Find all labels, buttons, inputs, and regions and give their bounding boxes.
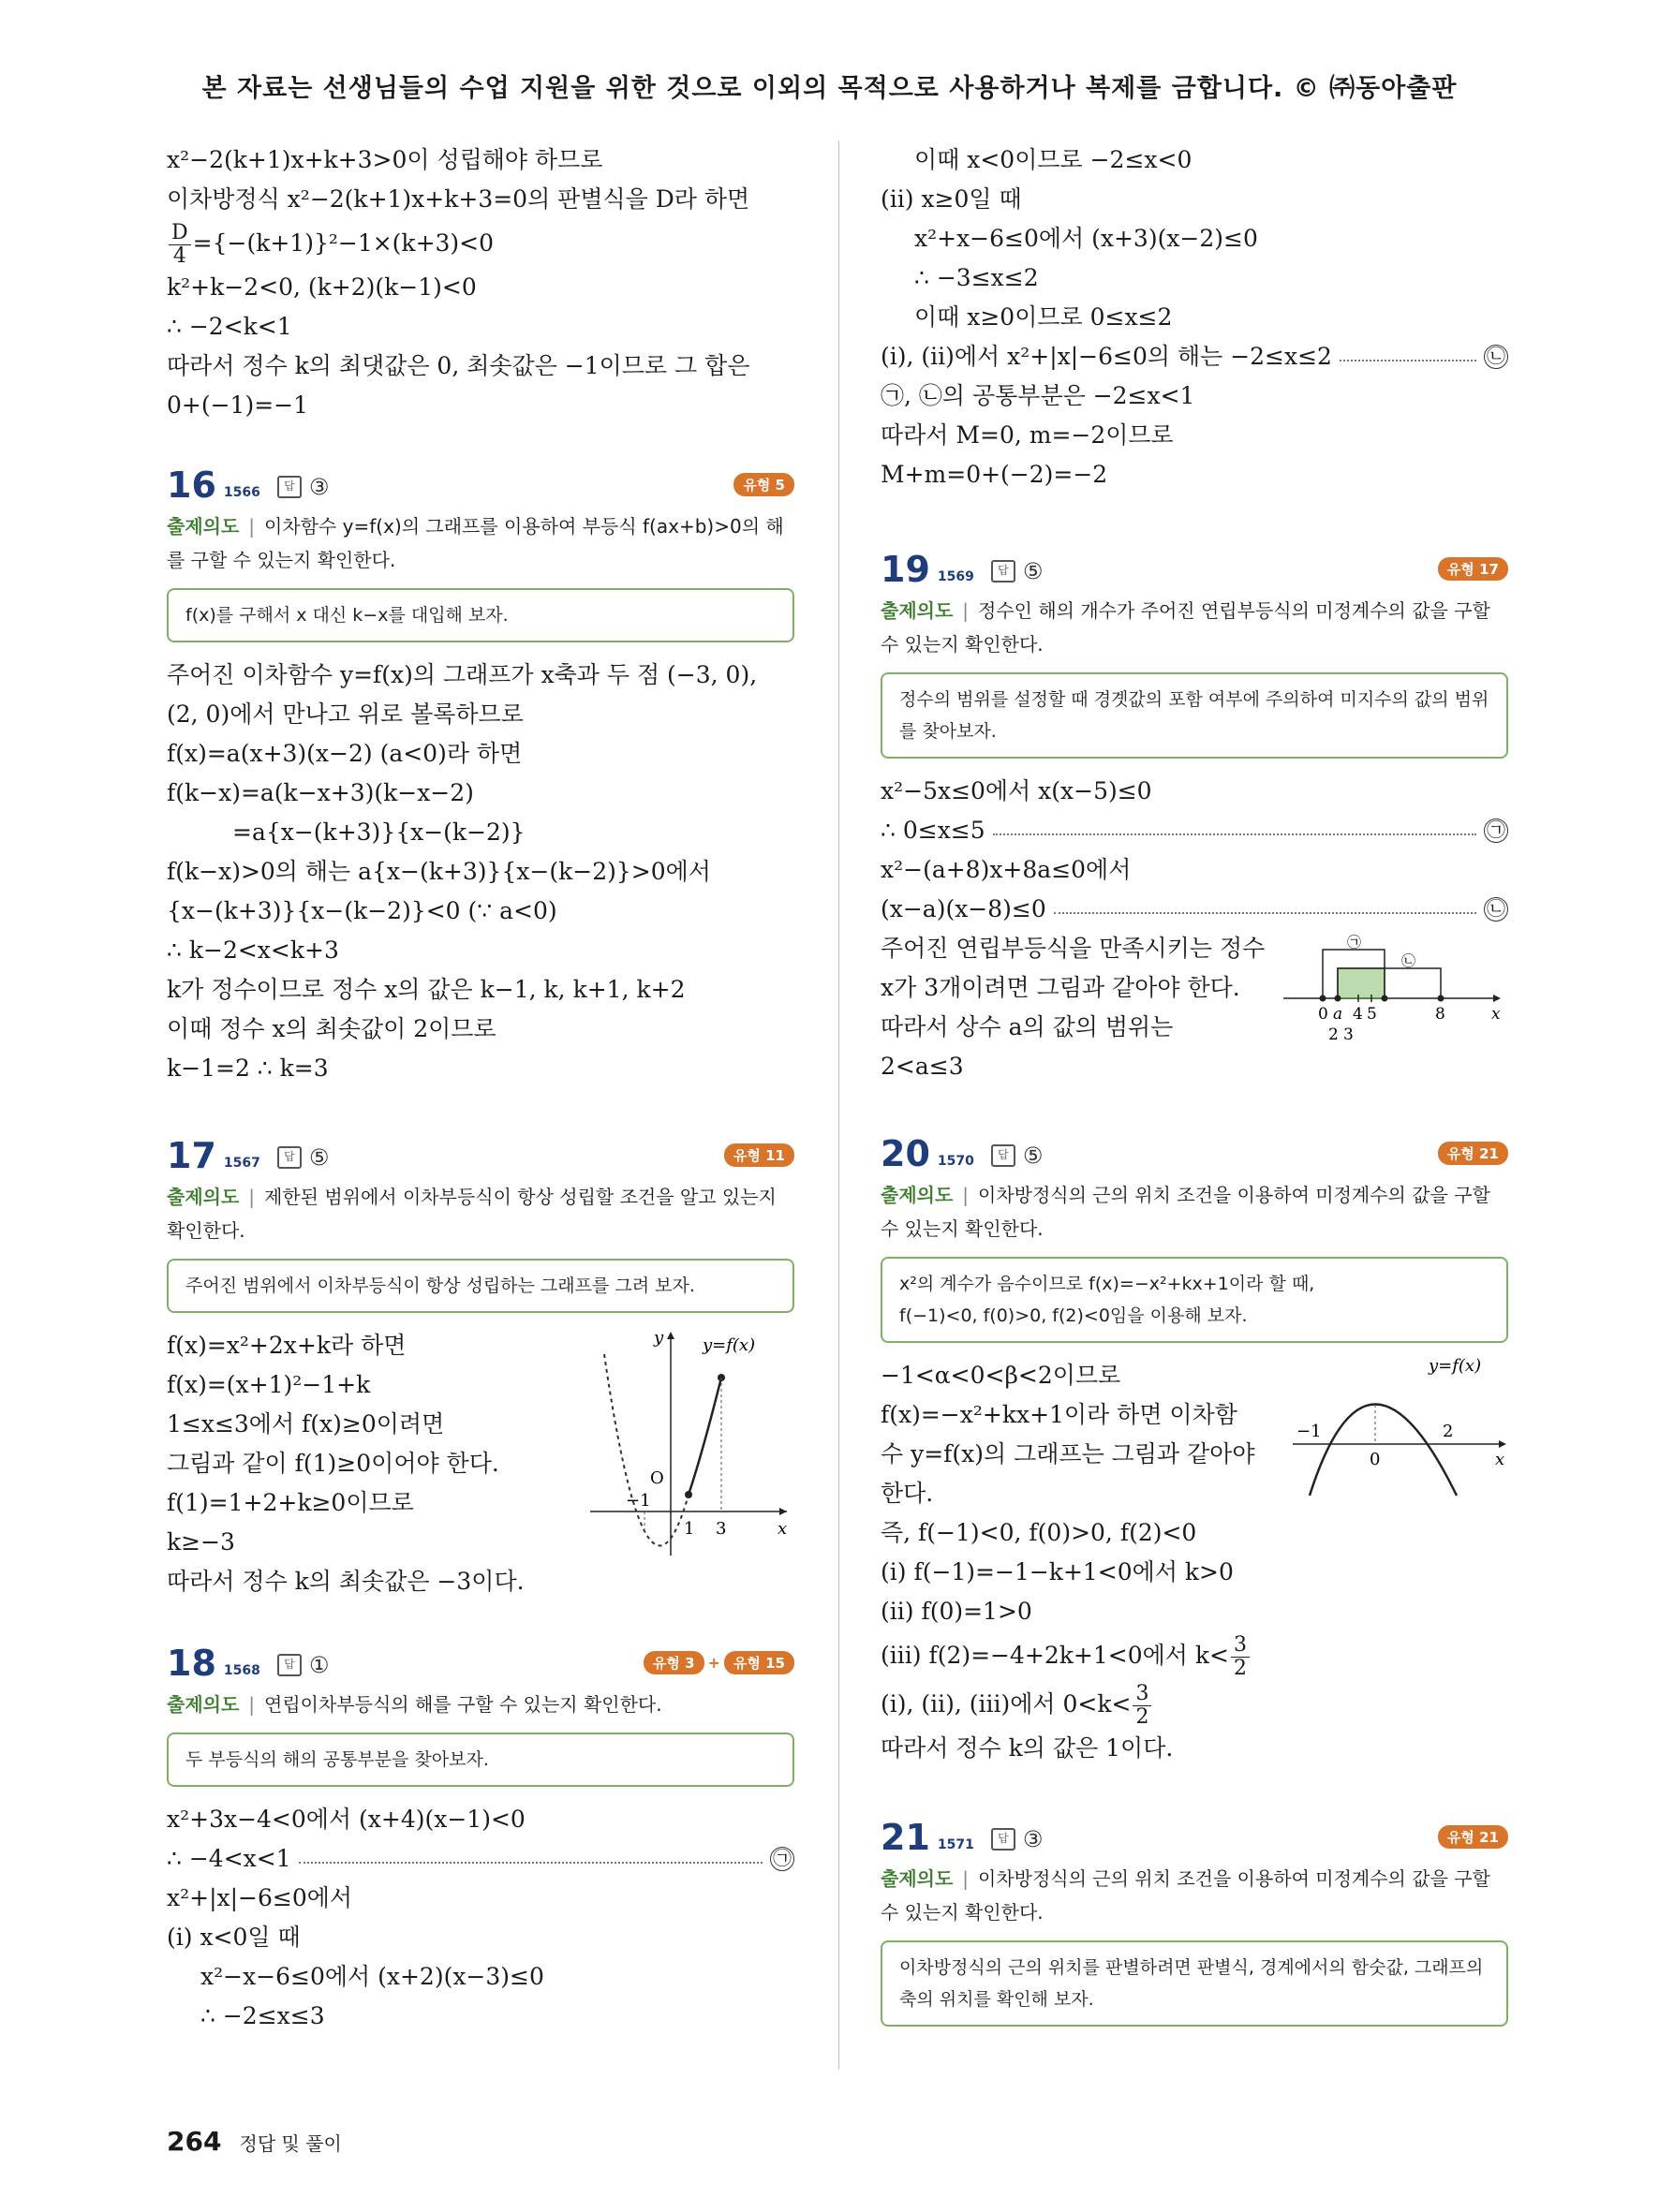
solution-line: (i), (ii)에서 x²+|x|−6≤0의 해는 −2≤x≤2 ㉡ [881,337,1508,376]
axis-y-label: y [654,1328,664,1348]
solution-line: −1<α<0<β<2이므로 [881,1362,1121,1389]
solution-line: f(x)=x²+2x+k라 하면 [167,1332,407,1359]
solution-line: x²+3x−4<0에서 (x+4)(x−1)<0 [167,1806,526,1833]
question-number: 21 [881,1817,930,1858]
hint-box: x²의 계수가 음수이므로 f(x)=−x²+kx+1이라 할 때, f(−1)<0, f(0)>0, f(2)<0임을 이용해 보자. [881,1257,1508,1343]
question-intent: 출제의도 | 제한된 범위에서 이차부등식이 항상 성립할 조건을 알고 있는지 확인한다. [167,1186,777,1242]
tick-label: 0 [1370,1450,1381,1469]
type-badge: 유형 17 [1438,557,1508,581]
solution-line: (2, 0)에서 만나고 위로 볼록하므로 [167,700,524,728]
fraction-three-halves: $\frac{3}{2}$ [1231,1634,1250,1680]
solution-line: f(x)=(x+1)²−1+k [167,1371,371,1398]
axis-x-label: x [778,1519,788,1539]
solution-line: 0+(−1)=−1 [167,391,309,419]
solution-line: ㉠, ㉡의 공통부분은 −2≤x<1 [881,382,1195,409]
question-intent: 출제의도 | 이차함수 y=f(x)의 그래프를 이용하여 부등식 f(ax+b)>0의 해를 구할 수 있는지 확인한다. [167,515,784,571]
solution-line: (i), (ii), (iii)에서 0<k< $\frac{3}{2}$ [881,1680,1508,1729]
solution-line: x²−5x≤0에서 x(x−5)≤0 [881,777,1152,804]
fraction-three-halves: $\frac{3}{2}$ [1133,1683,1151,1729]
question-code: 1567 [223,1156,260,1171]
question-intent: 출제의도 | 이차방정식의 근의 위치 조건을 이용하여 미정계수의 값을 구할 수 있는지 확인한다. [881,1184,1490,1240]
copyright-notice: 본 자료는 선생님들의 수업 지원을 위한 것으로 이외의 목적으로 사용하거나 복제를 금합니다. © ㈜동아출판 [201,74,1458,103]
solution-line: x²−x−6≤0에서 (x+2)(x−3)≤0 [200,1963,544,1990]
fraction-d-over-4: $\frac{D}{4}$ [169,222,191,268]
q20-body [881,1356,1508,1768]
solution-line: x가 3개이려면 그림과 같아야 한다. [881,974,1240,1001]
answer-choice: ③ [308,474,330,500]
solution-line: {x−(k+3)}{x−(k−2)}<0 (∵ a<0) [167,897,557,924]
solution-line: k가 정수이므로 정수 x의 값은 k−1, k, k+1, k+2 [167,976,686,1003]
tick-label: 2 [1328,1025,1339,1044]
question-code: 1570 [937,1154,974,1169]
solution-line: x²+|x|−6≤0에서 [167,1884,353,1911]
tick-label: 5 [1367,1005,1377,1024]
solution-line: $\frac{D}{4}$ ={−(k+1)}²−1×(k+3)<0 [167,219,794,268]
question-code: 1569 [937,569,974,584]
hint-box: 정수의 범위를 설정할 때 경곗값의 포함 여부에 주의하여 미지수의 값의 범위를 찾아보자. [881,672,1508,759]
solution-line: 따라서 정수 k의 값은 1이다. [881,1734,1174,1762]
solution-line: (ii) f(0)=1>0 [881,1598,1032,1625]
solution-line: ∴ −3≤x≤2 [914,264,1039,291]
solution-line: f(x)=−x²+kx+1이라 하면 이차함 [881,1401,1237,1428]
question-number: 20 [881,1133,930,1174]
solution-line: 그림과 같이 f(1)≥0이어야 한다. [167,1450,499,1477]
hint-box: 두 부등식의 해의 공통부분을 찾아보자. [167,1733,794,1787]
question-16-header [167,463,794,504]
question-18-header: 18 1568 답 ① 유형 3 + 유형 15 [167,1641,794,1682]
q19-body [881,929,1508,1086]
solution-line: 2<a≤3 [881,1053,964,1080]
solution-line: 즉, f(−1)<0, f(0)>0, f(2)<0 [881,1519,1197,1546]
tick-label: 0 [1318,1005,1328,1024]
mark-nieun: ㉡ [1484,897,1508,922]
answer-choice: ③ [1022,1826,1044,1852]
mark-giyeok: ㉠ [1484,818,1508,843]
tick-label: −1 [626,1491,651,1511]
solution-line: (iii) f(2)=−4+2k+1<0에서 k< $\frac{3}{2}$ [881,1631,1508,1680]
answer-choice: ① [308,1652,330,1678]
type-badge: 유형 5 [733,473,794,496]
hint-box: 이차방정식의 근의 위치를 판별하려면 판별식, 경계에서의 함숫값, 그래프의 축의 위치를 확인해 보자. [881,1940,1508,2027]
question-19-header [881,547,1508,588]
solution-line: 따라서 정수 k의 최솟값은 −3이다. [167,1568,525,1595]
answer-choice: ⑤ [308,1144,330,1171]
tick-label: a [1333,1005,1343,1024]
solution-line: (x−a)(x−8)≤0 ㉡ [881,890,1508,929]
tick-label: 3 [716,1519,727,1539]
question-number: 19 [881,549,930,590]
question-code: 1571 [937,1837,974,1852]
question-code: 1568 [223,1663,260,1678]
solution-line: f(1)=1+2+k≥0이므로 [167,1489,414,1516]
solution-line: x²−(a+8)x+8a≤0에서 [881,856,1132,883]
mark-giyeok: ㉠ [770,1847,794,1871]
answer-choice: ⑤ [1022,558,1044,584]
answer-icon: 답 [991,1144,1015,1167]
solution-line: k−1=2 ∴ k=3 [167,1054,329,1082]
question-intent: 출제의도 | 연립이차부등식의 해를 구할 수 있는지 확인한다. [167,1693,662,1716]
page-number: 264 [167,2126,222,2157]
left-column [167,140,794,2036]
footer-title: 정답 및 풀이 [239,2132,342,2155]
solution-line: f(k−x)>0의 해는 a{x−(k+3)}{x−(k−2)}>0에서 [167,858,711,885]
tick-label: 3 [1343,1025,1354,1044]
q17-parabola-graph [590,1326,796,1560]
right-column [881,140,1508,2040]
function-label: y=f(x) [703,1335,756,1355]
axis-x-label: x [1495,1450,1505,1469]
solution-line: 주어진 연립부등식을 만족시키는 정수 [881,935,1266,962]
solution-line: 한다. [881,1480,934,1507]
solution-line: ∴ 0≤x≤5 ㉠ [881,811,1508,850]
q20-parabola-graph [1293,1350,1513,1500]
solution-line: (ii) x≥0일 때 [881,185,1022,213]
solution-line: k²+k−2<0, (k+2)(k−1)<0 [167,273,477,301]
function-label: y=f(x) [1429,1356,1482,1376]
solution-line: 이때 x<0이므로 −2≤x<0 [914,146,1192,173]
type-badge: 유형 21 [1438,1142,1508,1165]
type-badge: 유형 21 [1438,1825,1508,1849]
solution-line: ∴ −2≤x≤3 [200,2002,325,2029]
question-number: 16 [167,465,216,506]
solution-line: 수 y=f(x)의 그래프는 그림과 같아야 [881,1440,1255,1467]
solution-line: 따라서 M=0, m=−2이므로 [881,421,1174,449]
column-divider [838,140,839,2070]
tick-label: 8 [1435,1005,1445,1024]
tick-label: 4 [1353,1005,1363,1024]
hint-box: f(x)를 구해서 x 대신 k−x를 대입해 보자. [167,588,794,642]
question-20-header [881,1131,1508,1172]
answer-icon: 답 [991,1828,1015,1851]
solution-line: (i) x<0일 때 [167,1924,301,1951]
origin-label: O [650,1468,664,1488]
answer-icon: 답 [277,476,302,498]
solution-line: 이차방정식 x²−2(k+1)x+k+3=0의 판별식을 D라 하면 [167,185,750,213]
solution-line: 따라서 상수 a의 값의 범위는 [881,1013,1174,1040]
type-badge: 유형 3 [644,1651,704,1674]
solution-line: 따라서 정수 k의 최댓값은 0, 최솟값은 −1이므로 그 합은 [167,352,750,379]
question-code: 1566 [223,485,260,500]
tick-label: −1 [1296,1422,1322,1441]
type-badge: 유형 11 [724,1143,794,1167]
mark-nieun: ㉡ [1484,345,1508,369]
answer-icon: 답 [277,1146,302,1169]
answer-icon: 답 [277,1654,302,1676]
type-badge: 유형 15 [724,1651,794,1674]
question-intent: 출제의도 | 정수인 해의 개수가 주어진 연립부등식의 미정계수의 값을 구할 수 있는지 확인한다. [881,599,1490,656]
tick-label: 1 [684,1519,695,1539]
question-21-header [881,1815,1508,1856]
hint-box: 주어진 범위에서 이차부등식이 항상 성립하는 그래프를 그려 보자. [167,1259,794,1313]
solution-line: x²−2(k+1)x+k+3>0이 성립해야 하므로 [167,146,603,173]
solution-line: (i) f(−1)=−1−k+1<0에서 k>0 [881,1558,1234,1585]
solution-line: f(k−x)=a(k−x+3)(k−x−2) [167,779,474,806]
range-mark: ㉠ [1347,934,1362,951]
question-17-header [167,1133,794,1174]
question-number: 18 [167,1643,216,1684]
q19-number-line-graph [1283,933,1508,1045]
q17-body [167,1326,794,1601]
question-intent: 출제의도 | 이차방정식의 근의 위치 조건을 이용하여 미정계수의 값을 구할 수 있는지 확인한다. [881,1867,1490,1924]
solution-line: 1≤x≤3에서 f(x)≥0이려면 [167,1410,445,1438]
answer-choice: ⑤ [1022,1143,1044,1169]
solution-line: 이때 정수 x의 최솟값이 2이므로 [167,1015,496,1042]
tick-label: 2 [1443,1422,1454,1441]
answer-icon: 답 [991,560,1015,582]
solution-line: =a{x−(k+3)}{x−(k−2)} [232,818,526,846]
page-footer [167,2126,342,2157]
solution-line: ∴ −4<x<1 ㉠ [167,1839,794,1879]
solution-line: 주어진 이차함수 y=f(x)의 그래프가 x축과 두 점 (−3, 0), [167,661,758,688]
solution-line: ∴ k−2<x<k+3 [167,936,339,964]
solution-line: x²+x−6≤0에서 (x+3)(x−2)≤0 [914,225,1258,252]
solution-line: k≥−3 [167,1528,235,1556]
solution-line: ∴ −2<k<1 [167,313,292,340]
range-mark: ㉡ [1401,952,1416,969]
axis-x-label: x [1491,1005,1501,1024]
solution-line: 이때 x≥0이므로 0≤x≤2 [914,303,1173,331]
solution-line: f(x)=a(x+3)(x−2) (a<0)라 하면 [167,740,523,767]
solution-line: M+m=0+(−2)=−2 [881,461,1108,488]
question-number: 17 [167,1135,216,1176]
